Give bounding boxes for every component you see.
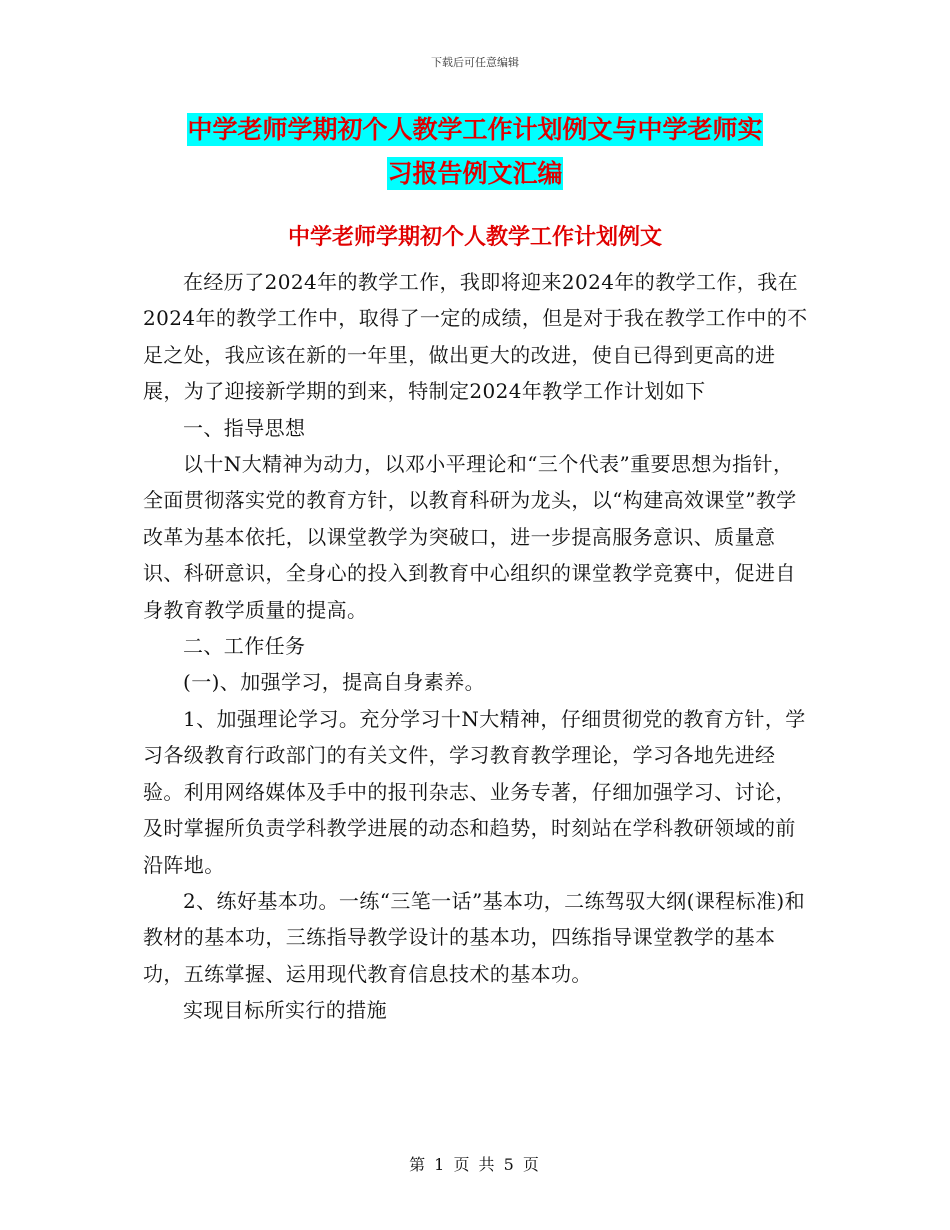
paragraph-intro: 在经历了2024年的教学工作，我即将迎来2024年的教学工作，我在2024年的教学工作中，取得了一定的成绩，但是对于我在教学工作中的不足之处，我应该在新的一年里，做出更大的改进，使自已得到更高的进展，为了迎接新学期的到来，特制定2024年教学工作计划如下 [143, 270, 808, 404]
paragraph-basic-skills: 2、练好基本功。一练“三笔一话”基本功，二练驾驭大纲(课程标准)和教材的基本功，三练指导教学设计的基本功，四练指导课堂教学的基本功，五练掌握、运用现代教育信息技术的基本功。 [143, 888, 805, 986]
document-title [0, 108, 950, 196]
heading-measures: 实现目标所实行的措施 [183, 998, 387, 1023]
document-body [143, 264, 813, 1029]
header-note: 下载后可任意编辑 [431, 56, 519, 69]
paragraph-guiding-ideology: 以十N大精神为动力，以邓小平理论和“三个代表”重要思想为指针，全面贯彻落实党的教育方针，以教育科研为龙头，以“构建高效课堂”教学改革为基本依托，以课堂教学为突破口，进一步提高服务意识、质量意识、科研意识，全身心的投入到教育中心组织的课堂教学竞赛中，促进自身教育教学质量的提高。 [143, 452, 797, 622]
section-title: 中学老师学期初个人教学工作计划例文 [287, 225, 662, 250]
document-title-line-1: 中学老师学期初个人教学工作计划例文与中学老师实 [187, 115, 763, 144]
page-number-footer: 第 1 页 共 5 页 [409, 1155, 541, 1174]
document-title-line-2: 习报告例文汇编 [387, 159, 563, 188]
subheading-study: (一)、加强学习，提高自身素养。 [183, 670, 486, 695]
heading-work-tasks: 二、工作任务 [183, 634, 306, 659]
heading-guiding-ideology: 一、指导思想 [183, 415, 306, 440]
paragraph-theory-study: 1、加强理论学习。充分学习十N大精神，仔细贯彻党的教育方针，学习各级教育行政部门的有关文件，学习教育教学理论，学习各地先进经验。利用网络媒体及手中的报刊杂志、业务专著，仔细加强学习、讨论，及时掌握所负责学科教学进展的动态和趋势，时刻站在学科教研领域的前沿阵地。 [143, 706, 806, 877]
